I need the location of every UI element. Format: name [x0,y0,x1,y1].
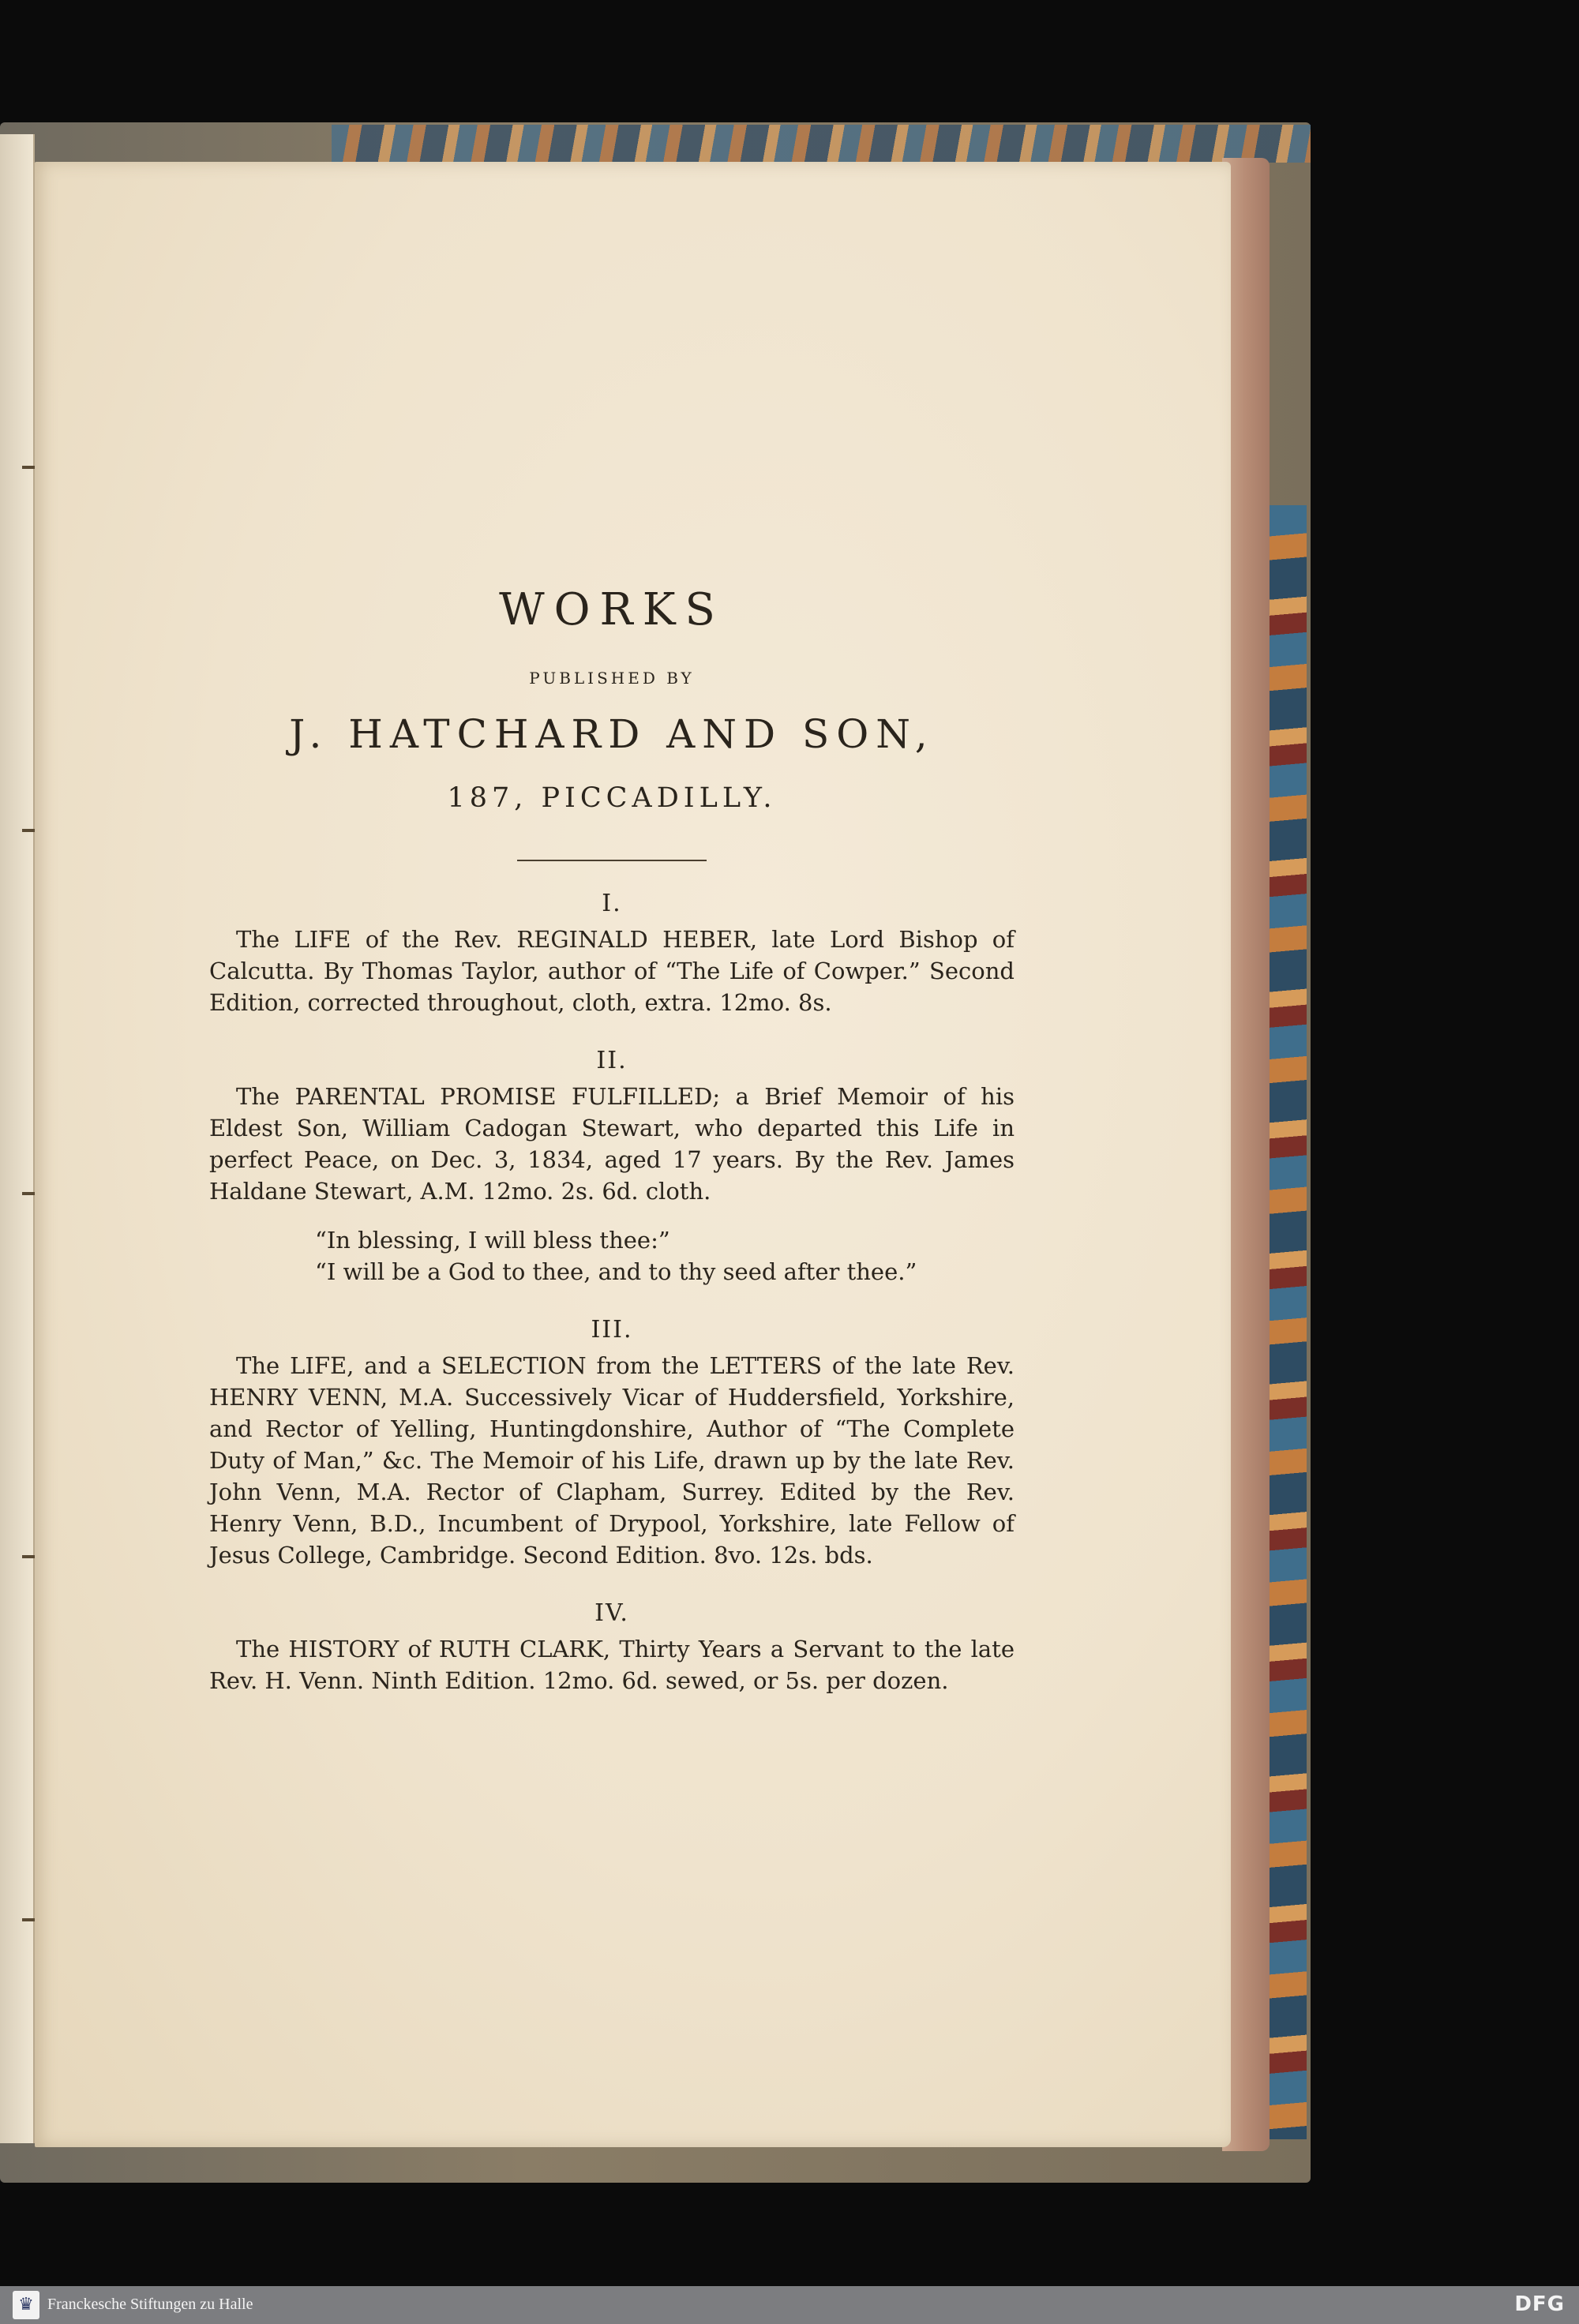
viewer-footer [0,2286,1579,2324]
page-content [209,584,1015,1696]
entry-number: IV. [594,1599,629,1627]
entry-number: I. [602,890,622,917]
left-page-gutter [0,134,35,2143]
entry-text: The LIFE of the Rev. REGINALD HEBER, late Lord Bishop of Calcutta. By Thomas Taylor, author of “The Life of Cowper.” Second Edition, corrected throughout, cloth, extra. 12mo. 8s. [209,926,1015,1016]
entry-3 [209,1316,1015,1571]
epigraph-line-2: “I will be a God to thee, and to thy seed after thee.” [315,1258,917,1285]
entry-number: II. [596,1047,628,1074]
entry-text: The PARENTAL PROMISE FULFILLED; a Brief Memoir of his Eldest Son, William Cadogan Stewart, who departed this Life in perfect Peace, on Dec. 3, 1834, aged 17 years. By the Rev. James Haldane Stewart, A.M. 12mo. 2s. 6d. cloth. [209,1083,1015,1205]
entry-number: III. [591,1316,633,1344]
entry-4 [209,1599,1015,1696]
divider-rule [517,860,707,861]
entry-1 [209,890,1015,1018]
entry-text: The HISTORY of RUTH CLARK, Thirty Years a Servant to the late Rev. H. Venn. Ninth Edition. 12mo. 6d. sewed, or 5s. per dozen. [209,1636,1015,1694]
marbled-cover-top [332,125,1311,163]
publisher-name: J. HATCHARD AND SON, [289,711,935,757]
institution-name[interactable]: Franckesche Stiftungen zu Halle [47,2296,253,2313]
published-by-label: PUBLISHED BY [529,669,695,688]
page-title: WORKS [499,584,725,635]
dfg-badge: DFG [1514,2292,1565,2316]
publisher-address: 187, PICCADILLY. [447,782,777,814]
entry-2 [209,1047,1015,1288]
entry-text: The LIFE, and a SELECTION from the LETTERS of the late Rev. HENRY VENN, M.A. Successively Vicar of Huddersfield, Yorkshire, and Rector of Yelling, Huntingdonshire, Author of “The Complete Duty of Man,” &c. The Memoir of his Life, drawn up by the late Rev. John Venn, M.A. Rector of Clapham, Surrey. Edited by the Rev. Henry Venn, B.D., Incumbent of Drypool, Yorkshire, late Fellow of Jesus College, Cambridge. Second Edition. 8vo. 12s. bds. [209,1352,1015,1569]
epigraph-line-1: “In blessing, I will bless thee:” [315,1227,670,1254]
institution-emblem-icon: ♛ [13,2291,39,2319]
marbled-cover-edge [1263,505,1307,2139]
